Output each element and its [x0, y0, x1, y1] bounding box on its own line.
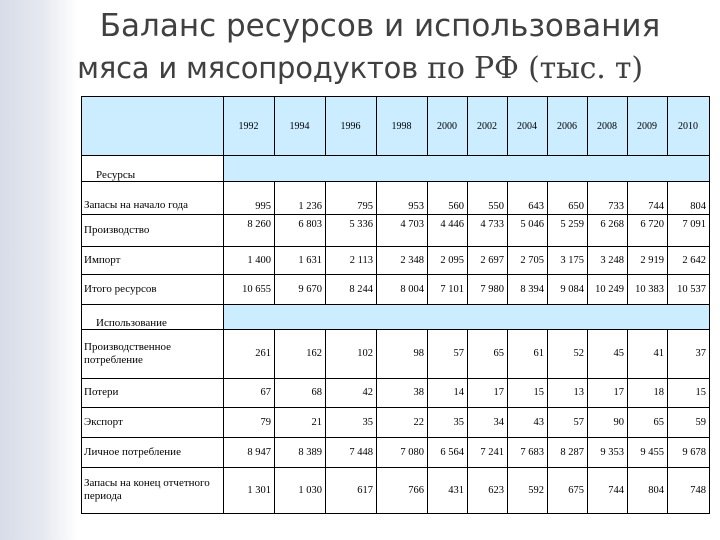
- value-cell: 65: [628, 408, 668, 438]
- value-cell: 17: [588, 378, 628, 408]
- title-line-2: [0, 48, 720, 89]
- value-cell: 21: [275, 408, 326, 438]
- value-cell: 35: [428, 408, 468, 438]
- value-cell: 57: [548, 408, 588, 438]
- year-header: 2006: [548, 97, 588, 156]
- year-header: 2008: [588, 97, 628, 156]
- value-cell: 995: [224, 181, 275, 215]
- value-cell: 52: [548, 330, 588, 378]
- table-row: [82, 215, 710, 247]
- header-corner-cell: [82, 97, 224, 156]
- row-label: Импорт: [82, 247, 224, 275]
- row-label: Потери: [82, 378, 224, 408]
- row-label: Производственное потребление: [82, 330, 224, 378]
- row-label: Итого ресурсов: [82, 274, 224, 304]
- value-cell: 3 248: [588, 247, 628, 275]
- value-cell: 8 244: [326, 274, 377, 304]
- row-label: Запасы на конец отчетного периода: [82, 467, 224, 513]
- value-cell: 14: [428, 378, 468, 408]
- value-cell: 10 249: [588, 274, 628, 304]
- value-cell: 650: [548, 181, 588, 215]
- value-cell: 953: [377, 181, 428, 215]
- value-cell: 3 175: [548, 247, 588, 275]
- value-cell: 102: [326, 330, 377, 378]
- value-cell: 431: [428, 467, 468, 513]
- section-fill: [224, 156, 710, 182]
- value-cell: 18: [628, 378, 668, 408]
- section-label-resources: Ресурсы: [82, 156, 224, 182]
- section-label-usage: Использование: [82, 304, 224, 330]
- value-cell: 1 236: [275, 181, 326, 215]
- value-cell: 10 655: [224, 274, 275, 304]
- value-cell: 67: [224, 378, 275, 408]
- value-cell: 10 383: [628, 274, 668, 304]
- value-cell: 7 448: [326, 438, 377, 468]
- year-header: 2009: [628, 97, 668, 156]
- value-cell: 45: [588, 330, 628, 378]
- value-cell: 4 733: [468, 215, 508, 247]
- value-cell: 17: [468, 378, 508, 408]
- value-cell: 61: [508, 330, 548, 378]
- table-row: [82, 247, 710, 275]
- title-line-2-part-a: мяса и мясопродуктов: [77, 51, 428, 85]
- value-cell: 8 287: [548, 438, 588, 468]
- value-cell: 9 084: [548, 274, 588, 304]
- value-cell: 10 537: [668, 274, 710, 304]
- value-cell: 5 046: [508, 215, 548, 247]
- value-cell: 15: [508, 378, 548, 408]
- value-cell: 675: [548, 467, 588, 513]
- value-cell: 643: [508, 181, 548, 215]
- value-cell: 37: [668, 330, 710, 378]
- value-cell: 9 353: [588, 438, 628, 468]
- year-header: 2002: [468, 97, 508, 156]
- value-cell: 42: [326, 378, 377, 408]
- value-cell: 9 670: [275, 274, 326, 304]
- year-header: 1998: [377, 97, 428, 156]
- value-cell: 592: [508, 467, 548, 513]
- value-cell: 5 336: [326, 215, 377, 247]
- value-cell: 7 241: [468, 438, 508, 468]
- section-fill: [224, 304, 710, 330]
- table-row: [82, 438, 710, 468]
- value-cell: 162: [275, 330, 326, 378]
- table-row: [82, 467, 710, 513]
- value-cell: 38: [377, 378, 428, 408]
- row-label: Производство: [82, 215, 224, 247]
- value-cell: 748: [668, 467, 710, 513]
- value-cell: 2 348: [377, 247, 428, 275]
- value-cell: 59: [668, 408, 710, 438]
- value-cell: 2 919: [628, 247, 668, 275]
- value-cell: 2 697: [468, 247, 508, 275]
- table-row: [82, 408, 710, 438]
- value-cell: 617: [326, 467, 377, 513]
- value-cell: 41: [628, 330, 668, 378]
- section-row-resources: [82, 156, 710, 182]
- table-row: [82, 181, 710, 215]
- table-row: [82, 378, 710, 408]
- value-cell: 35: [326, 408, 377, 438]
- year-header: 1996: [326, 97, 377, 156]
- title-line-2-part-b: по РФ (тыс. т): [427, 51, 643, 86]
- value-cell: 261: [224, 330, 275, 378]
- value-cell: 804: [628, 467, 668, 513]
- value-cell: 2 095: [428, 247, 468, 275]
- value-cell: 1 030: [275, 467, 326, 513]
- value-cell: 8 947: [224, 438, 275, 468]
- value-cell: 1 400: [224, 247, 275, 275]
- value-cell: 560: [428, 181, 468, 215]
- year-header: 1992: [224, 97, 275, 156]
- meat-balance-table: [81, 96, 710, 514]
- value-cell: 744: [628, 181, 668, 215]
- value-cell: 7 080: [377, 438, 428, 468]
- value-cell: 68: [275, 378, 326, 408]
- value-cell: 8 004: [377, 274, 428, 304]
- value-cell: 795: [326, 181, 377, 215]
- value-cell: 744: [588, 467, 628, 513]
- value-cell: 2 705: [508, 247, 548, 275]
- value-cell: 5 259: [548, 215, 588, 247]
- value-cell: 57: [428, 330, 468, 378]
- value-cell: 733: [588, 181, 628, 215]
- value-cell: 15: [668, 378, 710, 408]
- title-line-1: Баланс ресурсов и использования: [99, 8, 661, 44]
- table-row: [82, 330, 710, 378]
- value-cell: 34: [468, 408, 508, 438]
- value-cell: 8 260: [224, 215, 275, 247]
- value-cell: 8 394: [508, 274, 548, 304]
- value-cell: 6 720: [628, 215, 668, 247]
- value-cell: 43: [508, 408, 548, 438]
- year-header: 1994: [275, 97, 326, 156]
- value-cell: 13: [548, 378, 588, 408]
- value-cell: 9 455: [628, 438, 668, 468]
- row-label: Экспорт: [82, 408, 224, 438]
- row-label: Запасы на начало года: [82, 181, 224, 215]
- table-row: [82, 274, 710, 304]
- value-cell: 7 683: [508, 438, 548, 468]
- value-cell: 7 980: [468, 274, 508, 304]
- value-cell: 623: [468, 467, 508, 513]
- year-header: 2010: [668, 97, 710, 156]
- value-cell: 98: [377, 330, 428, 378]
- value-cell: 8 389: [275, 438, 326, 468]
- year-header: 2004: [508, 97, 548, 156]
- value-cell: 4 446: [428, 215, 468, 247]
- value-cell: 766: [377, 467, 428, 513]
- value-cell: 22: [377, 408, 428, 438]
- slide-title: [0, 4, 720, 89]
- value-cell: 90: [588, 408, 628, 438]
- value-cell: 6 268: [588, 215, 628, 247]
- value-cell: 6 564: [428, 438, 468, 468]
- value-cell: 4 703: [377, 215, 428, 247]
- value-cell: 9 678: [668, 438, 710, 468]
- value-cell: 804: [668, 181, 710, 215]
- value-cell: 1 301: [224, 467, 275, 513]
- value-cell: 7 101: [428, 274, 468, 304]
- value-cell: 65: [468, 330, 508, 378]
- year-header: 2000: [428, 97, 468, 156]
- value-cell: 7 091: [668, 215, 710, 247]
- value-cell: 79: [224, 408, 275, 438]
- section-row-usage: [82, 304, 710, 330]
- year-header-row: [82, 97, 710, 156]
- value-cell: 2 113: [326, 247, 377, 275]
- value-cell: 6 803: [275, 215, 326, 247]
- value-cell: 550: [468, 181, 508, 215]
- row-label: Личное потребление: [82, 438, 224, 468]
- value-cell: 1 631: [275, 247, 326, 275]
- value-cell: 2 642: [668, 247, 710, 275]
